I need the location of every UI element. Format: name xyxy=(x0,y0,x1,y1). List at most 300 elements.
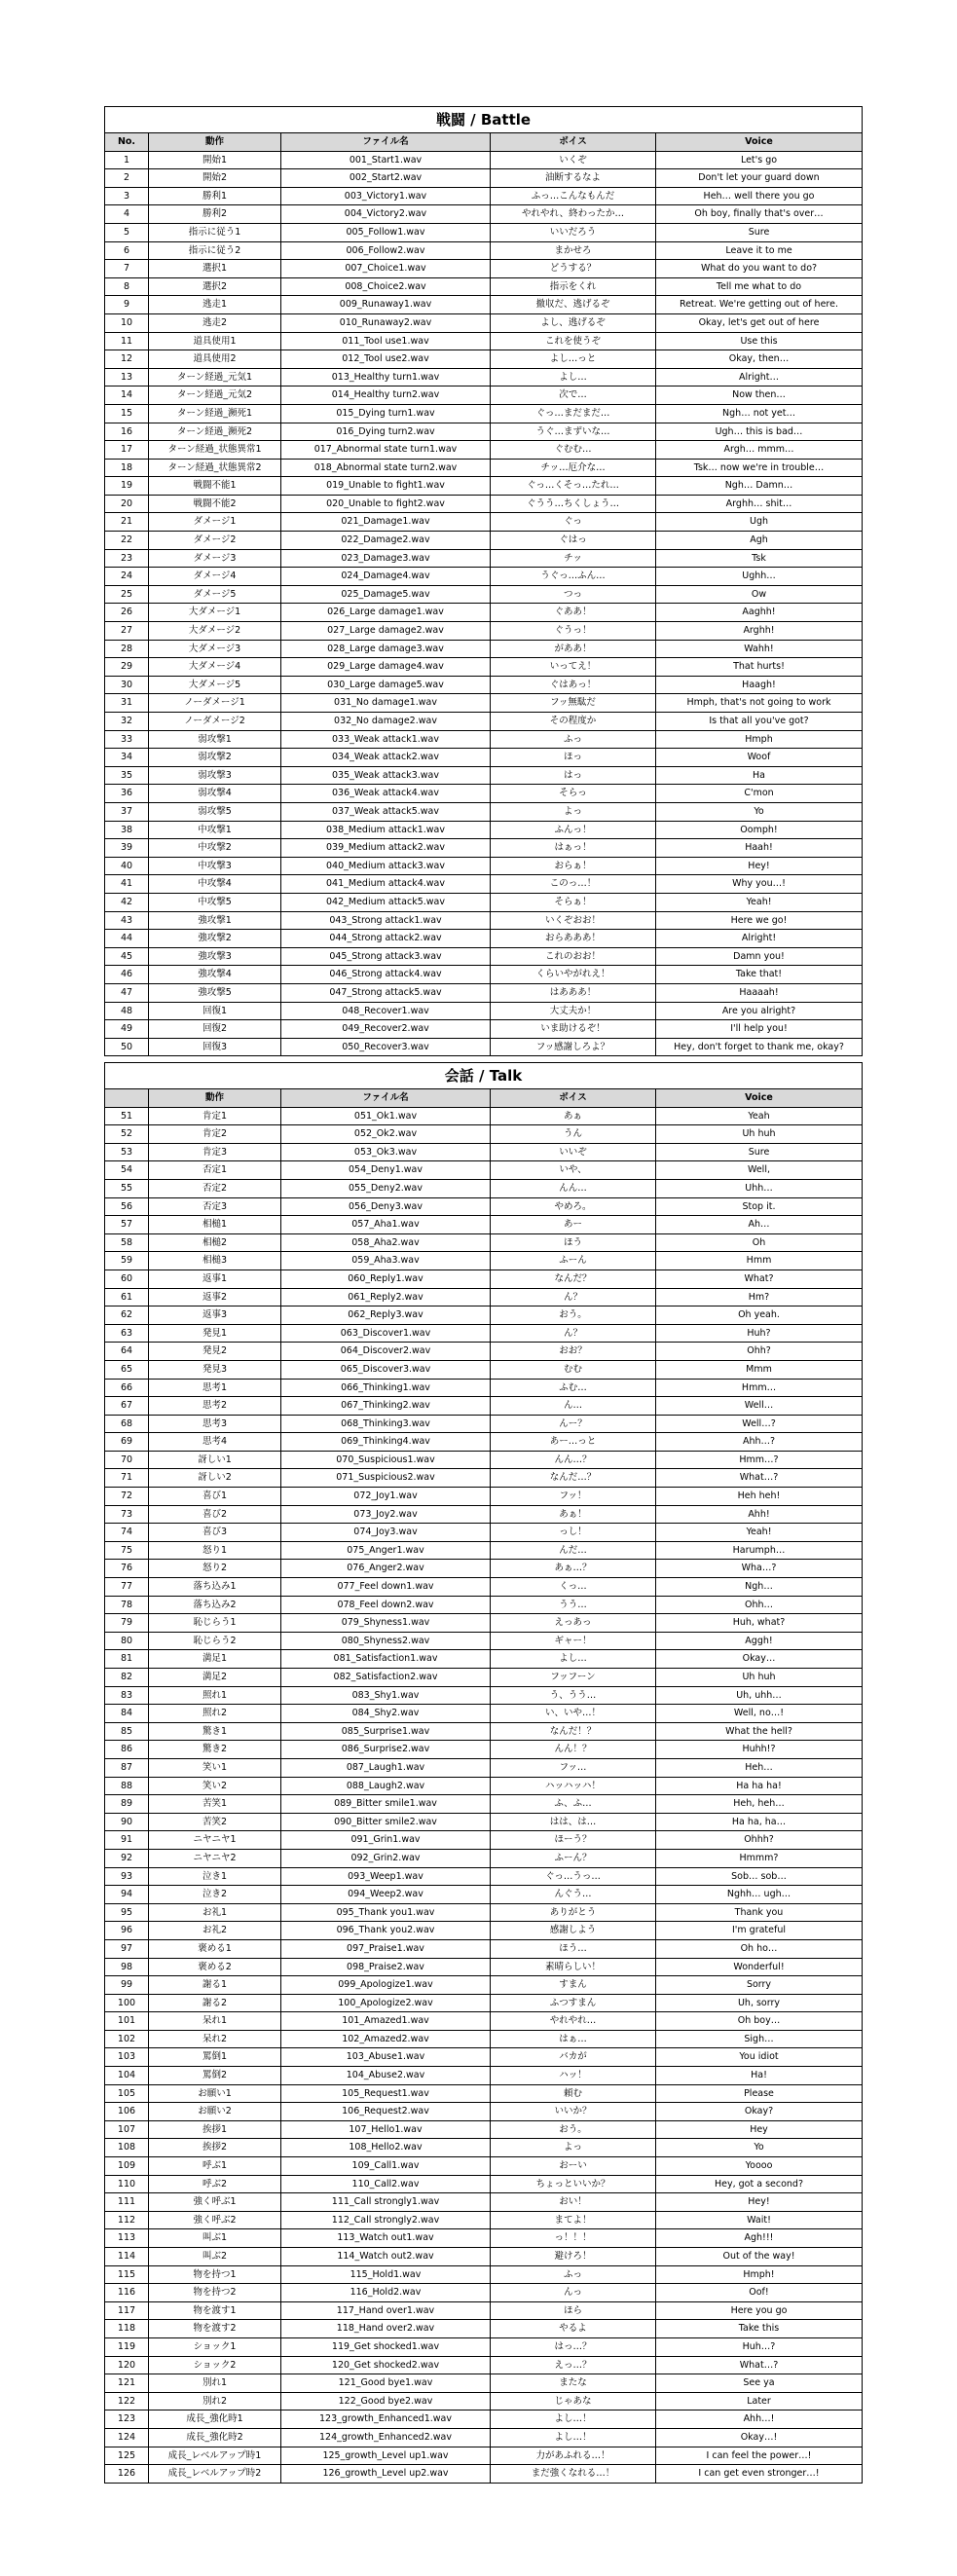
cell-action: 別れ2 xyxy=(149,2392,281,2410)
cell-action: ニヤニヤ1 xyxy=(149,1831,281,1850)
cell-voice-en: Ugh… this is bad… xyxy=(656,423,863,441)
cell-no: 61 xyxy=(105,1288,149,1306)
cell-voice-jp: やめろ。 xyxy=(491,1197,656,1216)
cell-voice-en: I'm grateful xyxy=(656,1922,863,1940)
cell-no: 109 xyxy=(105,2157,149,2176)
cell-voice-en: Oh boy, finally that's over… xyxy=(656,205,863,224)
cell-action: 喜び2 xyxy=(149,1505,281,1524)
cell-filename: 019_Unable to fight1.wav xyxy=(281,477,491,496)
cell-voice-en: Here you go xyxy=(656,2301,863,2320)
cell-voice-en: What…? xyxy=(656,2356,863,2374)
cell-no: 126 xyxy=(105,2465,149,2484)
cell-voice-en: Ha! xyxy=(656,2067,863,2085)
table-row xyxy=(105,1722,863,1741)
cell-no: 27 xyxy=(105,622,149,641)
cell-voice-jp: ふむ… xyxy=(491,1379,656,1397)
cell-voice-en: Hmph, that's not going to work xyxy=(656,694,863,713)
cell-action: お礼1 xyxy=(149,1903,281,1922)
cell-no: 29 xyxy=(105,658,149,677)
cell-no: 37 xyxy=(105,802,149,821)
cell-voice-jp: いいか？ xyxy=(491,2103,656,2121)
cell-voice-jp: いくぞ xyxy=(491,151,656,169)
cell-voice-en: Nghh… ugh… xyxy=(656,1886,863,1904)
cell-voice-en: Retreat. We're getting out of here. xyxy=(656,296,863,314)
cell-voice-en: Woof xyxy=(656,749,863,767)
cell-no: 118 xyxy=(105,2320,149,2338)
cell-voice-en: Heh… well there you go xyxy=(656,187,863,205)
cell-voice-en: Ha ha, ha… xyxy=(656,1813,863,1831)
cell-voice-jp: ふっ…こんなもんだ xyxy=(491,187,656,205)
table-row xyxy=(105,2320,863,2338)
cell-filename: 071_Suspicious2.wav xyxy=(281,1469,491,1488)
cell-no: 5 xyxy=(105,223,149,241)
cell-voice-en: Hmph xyxy=(656,730,863,749)
cell-no: 34 xyxy=(105,749,149,767)
table-row xyxy=(105,2139,863,2157)
cell-action: 弱攻撃5 xyxy=(149,802,281,821)
cell-filename: 086_Surprise2.wav xyxy=(281,1741,491,1759)
cell-filename: 065_Discover3.wav xyxy=(281,1360,491,1379)
cell-voice-jp: なんだ…？ xyxy=(491,1469,656,1488)
cell-voice-jp: いくぞおお！ xyxy=(491,911,656,930)
cell-voice-jp: っし！ xyxy=(491,1524,656,1542)
cell-voice-en: Hey! xyxy=(656,2193,863,2212)
cell-action: お礼2 xyxy=(149,1922,281,1940)
cell-voice-en: Okay, then… xyxy=(656,350,863,369)
cell-filename: 083_Shy1.wav xyxy=(281,1686,491,1705)
cell-no: 59 xyxy=(105,1252,149,1270)
cell-action: ターン経過_元気1 xyxy=(149,368,281,386)
talk-rows xyxy=(105,1107,863,2483)
cell-voice-jp: ぐああ！ xyxy=(491,604,656,622)
table-row xyxy=(105,821,863,839)
cell-filename: 089_Bitter smile1.wav xyxy=(281,1795,491,1814)
cell-action: 喜び1 xyxy=(149,1488,281,1506)
cell-action: 苦笑1 xyxy=(149,1795,281,1814)
table-row xyxy=(105,2392,863,2410)
cell-voice-jp: ほら xyxy=(491,2301,656,2320)
table-row xyxy=(105,1002,863,1020)
cell-voice-jp: すまん xyxy=(491,1976,656,1995)
cell-action: 挨拶2 xyxy=(149,2139,281,2157)
cell-filename: 077_Feel down1.wav xyxy=(281,1578,491,1597)
table-row xyxy=(105,241,863,260)
table-row xyxy=(105,802,863,821)
cell-filename: 036_Weak attack4.wav xyxy=(281,785,491,803)
cell-voice-en: Huh…? xyxy=(656,2337,863,2356)
table-row xyxy=(105,658,863,677)
cell-voice-jp: おう。 xyxy=(491,1306,656,1325)
cell-voice-jp: いいぞ xyxy=(491,1143,656,1161)
table-row xyxy=(105,1541,863,1560)
cell-action: 強攻撃5 xyxy=(149,983,281,1002)
cell-action: 大ダメージ4 xyxy=(149,658,281,677)
cell-no: 15 xyxy=(105,404,149,423)
cell-action: 戦闘不能1 xyxy=(149,477,281,496)
table-row xyxy=(105,676,863,694)
cell-filename: 105_Request1.wav xyxy=(281,2084,491,2103)
cell-voice-jp: むむ xyxy=(491,1360,656,1379)
cell-voice-jp: くらいやがれえ！ xyxy=(491,966,656,984)
cell-voice-en: Huh, what? xyxy=(656,1614,863,1633)
cell-voice-jp: んー？ xyxy=(491,1415,656,1433)
cell-action: 強攻撃2 xyxy=(149,930,281,948)
cell-voice-jp: このっ…！ xyxy=(491,875,656,894)
battle-rows xyxy=(105,151,863,1056)
cell-filename: 092_Grin2.wav xyxy=(281,1849,491,1867)
cell-no: 47 xyxy=(105,983,149,1002)
cell-action: 開始1 xyxy=(149,151,281,169)
cell-voice-en: Why you…! xyxy=(656,875,863,894)
cell-filename: 051_Ok1.wav xyxy=(281,1107,491,1125)
table-row xyxy=(105,1505,863,1524)
cell-no: 31 xyxy=(105,694,149,713)
table-row xyxy=(105,495,863,513)
cell-action: 別れ1 xyxy=(149,2374,281,2393)
table-row xyxy=(105,205,863,224)
cell-voice-jp: ぐうう…ちくしょう… xyxy=(491,495,656,513)
cell-voice-jp: フッ！ xyxy=(491,1488,656,1506)
table-row xyxy=(105,1976,863,1995)
table-row xyxy=(105,1433,863,1452)
table-row xyxy=(105,875,863,894)
cell-filename: 072_Joy1.wav xyxy=(281,1488,491,1506)
table-row xyxy=(105,513,863,532)
table-row xyxy=(105,2248,863,2266)
cell-filename: 085_Surprise1.wav xyxy=(281,1722,491,1741)
cell-filename: 102_Amazed2.wav xyxy=(281,2030,491,2048)
table-row xyxy=(105,568,863,586)
cell-action: 勝利1 xyxy=(149,187,281,205)
cell-voice-jp: 素晴らしい！ xyxy=(491,1958,656,1976)
cell-action: 呆れ2 xyxy=(149,2030,281,2048)
cell-filename: 123_growth_Enhanced1.wav xyxy=(281,2410,491,2429)
cell-action: 喜び3 xyxy=(149,1524,281,1542)
cell-action: 返事2 xyxy=(149,1288,281,1306)
cell-action: ニヤニヤ2 xyxy=(149,1849,281,1867)
cell-action: 選択1 xyxy=(149,260,281,278)
table-row xyxy=(105,1343,863,1361)
cell-filename: 009_Runaway1.wav xyxy=(281,296,491,314)
cell-no: 10 xyxy=(105,313,149,332)
table-row xyxy=(105,1632,863,1650)
table-row xyxy=(105,2067,863,2085)
cell-voice-jp: またな xyxy=(491,2374,656,2393)
cell-action: 物を持つ1 xyxy=(149,2265,281,2284)
cell-voice-en: Thank you xyxy=(656,1903,863,1922)
cell-voice-en: Ohh… xyxy=(656,1596,863,1614)
talk-table xyxy=(104,1062,863,2484)
cell-action: 指示に従う2 xyxy=(149,241,281,260)
cell-filename: 022_Damage2.wav xyxy=(281,532,491,550)
table-row xyxy=(105,332,863,350)
cell-action: ダメージ2 xyxy=(149,532,281,550)
cell-voice-jp: ほう xyxy=(491,1233,656,1252)
cell-filename: 096_Thank you2.wav xyxy=(281,1922,491,1940)
cell-filename: 070_Suspicious1.wav xyxy=(281,1451,491,1469)
cell-voice-jp: おお？ xyxy=(491,1343,656,1361)
cell-action: 泣き1 xyxy=(149,1867,281,1886)
cell-voice-jp: んっ xyxy=(491,2284,656,2302)
cell-voice-jp: ぐっ…うっ… xyxy=(491,1867,656,1886)
cell-voice-en: Sob… sob… xyxy=(656,1867,863,1886)
table-row xyxy=(105,296,863,314)
cell-filename: 107_Hello1.wav xyxy=(281,2120,491,2139)
col-header-voice-jp: ボイス xyxy=(491,133,656,152)
cell-filename: 080_Shyness2.wav xyxy=(281,1632,491,1650)
cell-action: 落ち込み1 xyxy=(149,1578,281,1597)
cell-voice-en: Haaaah! xyxy=(656,983,863,1002)
cell-action: 挨拶1 xyxy=(149,2120,281,2139)
cell-voice-en: Oomph! xyxy=(656,821,863,839)
cell-voice-en: Haagh! xyxy=(656,676,863,694)
cell-voice-en: Please xyxy=(656,2084,863,2103)
table-row xyxy=(105,2374,863,2393)
cell-voice-jp: チッ xyxy=(491,549,656,568)
cell-no: 125 xyxy=(105,2447,149,2465)
cell-action: 中攻撃1 xyxy=(149,821,281,839)
cell-voice-en: Hmm xyxy=(656,1252,863,1270)
cell-filename: 090_Bitter smile2.wav xyxy=(281,1813,491,1831)
table-row xyxy=(105,1849,863,1867)
cell-voice-en: Okay…! xyxy=(656,2428,863,2447)
cell-voice-en: Let's go xyxy=(656,151,863,169)
table-row xyxy=(105,1777,863,1795)
cell-action: 笑い1 xyxy=(149,1758,281,1777)
cell-voice-en: Sure xyxy=(656,1143,863,1161)
cell-no: 33 xyxy=(105,730,149,749)
cell-voice-en: Okay? xyxy=(656,2103,863,2121)
cell-action: ノーダメージ2 xyxy=(149,713,281,731)
cell-voice-jp: ふーん？ xyxy=(491,1849,656,1867)
cell-filename: 078_Feel down2.wav xyxy=(281,1596,491,1614)
cell-voice-en: Ugh xyxy=(656,513,863,532)
cell-no: 45 xyxy=(105,947,149,966)
cell-filename: 119_Get shocked1.wav xyxy=(281,2337,491,2356)
table-row xyxy=(105,2447,863,2465)
cell-voice-en: Heh heh! xyxy=(656,1488,863,1506)
cell-voice-jp: ふーん xyxy=(491,1252,656,1270)
cell-no: 13 xyxy=(105,368,149,386)
cell-voice-en: Tsk xyxy=(656,549,863,568)
cell-voice-jp: ぐっ xyxy=(491,513,656,532)
table-row xyxy=(105,1233,863,1252)
cell-voice-en: I'll help you! xyxy=(656,1020,863,1039)
cell-no: 85 xyxy=(105,1722,149,1741)
cell-no: 22 xyxy=(105,532,149,550)
cell-action: 発見2 xyxy=(149,1343,281,1361)
cell-no: 11 xyxy=(105,332,149,350)
cell-no: 108 xyxy=(105,2139,149,2157)
cell-voice-jp: はっ…？ xyxy=(491,2337,656,2356)
cell-voice-en: Heh… xyxy=(656,1758,863,1777)
cell-no: 99 xyxy=(105,1976,149,1995)
table-row xyxy=(105,313,863,332)
cell-no: 64 xyxy=(105,1343,149,1361)
table-row xyxy=(105,1922,863,1940)
cell-action: 罵倒2 xyxy=(149,2067,281,2085)
cell-no: 119 xyxy=(105,2337,149,2356)
cell-voice-en: Huhh!? xyxy=(656,1741,863,1759)
table-row xyxy=(105,1270,863,1288)
cell-voice-jp: あぁ…？ xyxy=(491,1560,656,1578)
cell-voice-en: Oh ho… xyxy=(656,1939,863,1958)
cell-filename: 074_Joy3.wav xyxy=(281,1524,491,1542)
cell-voice-jp: ふ、ふ… xyxy=(491,1795,656,1814)
table-row xyxy=(105,350,863,369)
cell-filename: 030_Large damage5.wav xyxy=(281,676,491,694)
col-header-voice-en: Voice xyxy=(656,133,863,152)
cell-no: 42 xyxy=(105,893,149,911)
cell-voice-jp: まだ強くなれる…！ xyxy=(491,2465,656,2484)
cell-action: 思考3 xyxy=(149,1415,281,1433)
table-row xyxy=(105,1143,863,1161)
cell-no: 123 xyxy=(105,2410,149,2429)
cell-filename: 038_Medium attack1.wav xyxy=(281,821,491,839)
cell-action: 弱攻撃4 xyxy=(149,785,281,803)
cell-voice-jp: いってえ！ xyxy=(491,658,656,677)
cell-no: 41 xyxy=(105,875,149,894)
cell-filename: 115_Hold1.wav xyxy=(281,2265,491,2284)
cell-voice-jp: 次で… xyxy=(491,386,656,405)
table-row xyxy=(105,1179,863,1197)
cell-no: 87 xyxy=(105,1758,149,1777)
cell-voice-en: Uh huh xyxy=(656,1125,863,1144)
cell-voice-en: Hey xyxy=(656,2120,863,2139)
table-row xyxy=(105,549,863,568)
table-row xyxy=(105,2284,863,2302)
cell-voice-jp: これのおお！ xyxy=(491,947,656,966)
cell-voice-jp: がああ！ xyxy=(491,640,656,658)
cell-action: 道具使用2 xyxy=(149,350,281,369)
cell-voice-en: Sigh… xyxy=(656,2030,863,2048)
cell-no: 17 xyxy=(105,441,149,460)
cell-no: 117 xyxy=(105,2301,149,2320)
cell-filename: 025_Damage5.wav xyxy=(281,585,491,604)
cell-no: 111 xyxy=(105,2193,149,2212)
table-row xyxy=(105,187,863,205)
cell-voice-jp: おらあああ！ xyxy=(491,930,656,948)
table-row xyxy=(105,2030,863,2048)
cell-voice-jp: ハッハッハ！ xyxy=(491,1777,656,1795)
cell-no: 55 xyxy=(105,1179,149,1197)
cell-voice-en: Yo xyxy=(656,802,863,821)
col-header-action: 動作 xyxy=(149,1089,281,1108)
cell-filename: 108_Hello2.wav xyxy=(281,2139,491,2157)
cell-no: 124 xyxy=(105,2428,149,2447)
cell-action: ショック2 xyxy=(149,2356,281,2374)
cell-voice-jp: よし…！ xyxy=(491,2410,656,2429)
cell-action: 否定3 xyxy=(149,1197,281,1216)
cell-filename: 042_Medium attack5.wav xyxy=(281,893,491,911)
cell-no: 12 xyxy=(105,350,149,369)
table-row xyxy=(105,749,863,767)
cell-voice-en: Agh!!! xyxy=(656,2229,863,2248)
table-row xyxy=(105,2120,863,2139)
cell-voice-en: Take that! xyxy=(656,966,863,984)
cell-no: 18 xyxy=(105,459,149,477)
cell-voice-en: See ya xyxy=(656,2374,863,2393)
cell-voice-en: Ngh… Damn… xyxy=(656,477,863,496)
cell-no: 39 xyxy=(105,839,149,858)
cell-action: 怒り2 xyxy=(149,1560,281,1578)
cell-no: 115 xyxy=(105,2265,149,2284)
cell-filename: 005_Follow1.wav xyxy=(281,223,491,241)
cell-voice-en: Oh yeah. xyxy=(656,1306,863,1325)
cell-voice-jp: うぐ…まずいな… xyxy=(491,423,656,441)
table-row xyxy=(105,1107,863,1125)
cell-action: 成長_レベルアップ時1 xyxy=(149,2447,281,2465)
table-row xyxy=(105,911,863,930)
cell-voice-en: Hey! xyxy=(656,857,863,875)
cell-filename: 068_Thinking3.wav xyxy=(281,1415,491,1433)
cell-no: 103 xyxy=(105,2048,149,2067)
cell-voice-jp: フッ無駄だ xyxy=(491,694,656,713)
table-row xyxy=(105,839,863,858)
cell-voice-en: Argh… mmm… xyxy=(656,441,863,460)
cell-no: 40 xyxy=(105,857,149,875)
cell-voice-jp: どうする？ xyxy=(491,260,656,278)
cell-filename: 035_Weak attack3.wav xyxy=(281,766,491,785)
cell-no: 58 xyxy=(105,1233,149,1252)
cell-filename: 122_Good bye2.wav xyxy=(281,2392,491,2410)
cell-filename: 041_Medium attack4.wav xyxy=(281,875,491,894)
cell-no: 19 xyxy=(105,477,149,496)
cell-action: 呼ぶ1 xyxy=(149,2157,281,2176)
cell-filename: 098_Praise2.wav xyxy=(281,1958,491,1976)
cell-filename: 064_Discover2.wav xyxy=(281,1343,491,1361)
cell-no: 84 xyxy=(105,1705,149,1723)
table-row xyxy=(105,1994,863,2012)
cell-voice-jp: 感謝しよう xyxy=(491,1922,656,1940)
cell-action: ダメージ5 xyxy=(149,585,281,604)
cell-action: 呆れ1 xyxy=(149,2012,281,2031)
cell-no: 93 xyxy=(105,1867,149,1886)
cell-voice-jp: おーい xyxy=(491,2157,656,2176)
cell-filename: 026_Large damage1.wav xyxy=(281,604,491,622)
cell-no: 56 xyxy=(105,1197,149,1216)
cell-no: 98 xyxy=(105,1958,149,1976)
cell-voice-jp: ん… xyxy=(491,1397,656,1416)
cell-voice-en: That hurts! xyxy=(656,658,863,677)
cell-voice-en: Well, no…! xyxy=(656,1705,863,1723)
cell-no: 50 xyxy=(105,1038,149,1056)
cell-voice-en: Hey, got a second? xyxy=(656,2175,863,2193)
cell-voice-en: Ohhh? xyxy=(656,1831,863,1850)
cell-voice-jp: っ！！！ xyxy=(491,2229,656,2248)
cell-filename: 121_Good bye1.wav xyxy=(281,2374,491,2393)
cell-voice-jp: 撤収だ、逃げるぞ xyxy=(491,296,656,314)
table-row xyxy=(105,1758,863,1777)
cell-action: 思考2 xyxy=(149,1397,281,1416)
table-row xyxy=(105,893,863,911)
cell-voice-jp: ふんっ！ xyxy=(491,821,656,839)
table-row xyxy=(105,1216,863,1234)
cell-voice-en: Damn you! xyxy=(656,947,863,966)
section-title-battle: 戦闘 / Battle xyxy=(105,107,863,133)
table-row xyxy=(105,477,863,496)
cell-action: 泣き2 xyxy=(149,1886,281,1904)
cell-voice-jp: 力があふれる…！ xyxy=(491,2447,656,2465)
cell-filename: 087_Laugh1.wav xyxy=(281,1758,491,1777)
cell-action: 中攻撃4 xyxy=(149,875,281,894)
cell-action: ショック1 xyxy=(149,2337,281,2356)
cell-filename: 011_Tool use1.wav xyxy=(281,332,491,350)
table-row xyxy=(105,1903,863,1922)
cell-voice-en: Hmmm? xyxy=(656,1849,863,1867)
cell-no: 102 xyxy=(105,2030,149,2048)
cell-filename: 125_growth_Level up1.wav xyxy=(281,2447,491,2465)
